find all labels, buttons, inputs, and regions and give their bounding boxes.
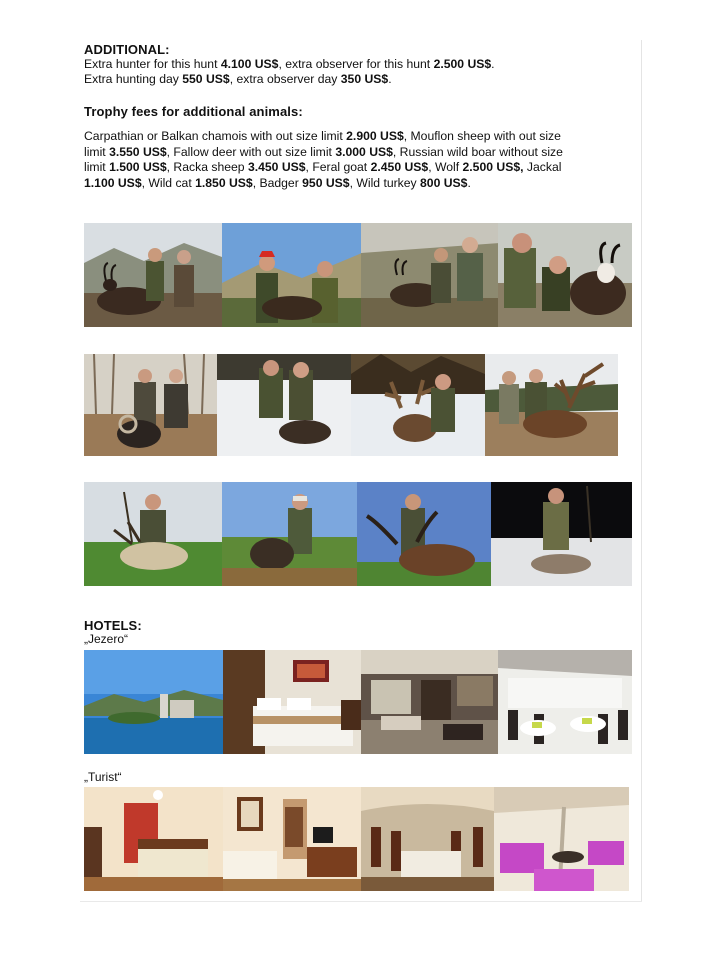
wild-boar-snow-photo [217,354,351,456]
additional-title: ADDITIONAL: [84,42,170,57]
chamois-hunters-photo-2 [222,223,361,327]
turist-bedroom-photo [84,787,223,891]
price-value: 3.450 US$ [247,160,306,174]
price-value: 2.450 US$ [370,160,429,174]
jezero-restaurant-photo [498,650,632,754]
text-span: , extra observer for this hunt [278,57,434,71]
text-span: limit [84,160,110,174]
trophy-line-1 [84,129,636,145]
text-span: limit [84,144,110,159]
feral-goat-photo [357,482,491,586]
additional-section [84,42,636,86]
price-value: 800 US$ [420,175,468,190]
price-value: 1.500 US$ [109,160,167,174]
text-span: , Badger [252,175,303,190]
price-value: 2.900 US$ [346,129,404,143]
trophy-line-3 [84,160,636,176]
page-edge-right [641,40,642,902]
chamois-photos [84,223,632,327]
price-value: 950 US$ [302,175,350,190]
jezero-lobby-photo [361,650,498,754]
turist-lounge-photo [494,787,629,891]
trophy-fees-title: Trophy fees for additional animals: [84,104,303,119]
wild-boar-field-photo [222,482,357,586]
chamois-hunters-photo-1 [84,223,222,327]
text-span: , extra observer day [229,71,341,86]
trophy-line-4 [84,176,636,192]
red-deer-hunters-photo [485,354,618,456]
turist-dining-photo [361,787,494,891]
mouflon-wildboar-deer-photos [84,354,632,456]
racka-sheep-photo [84,482,222,586]
text-span: , Wild turkey [349,175,421,190]
jezero-hotel-photos [84,650,632,754]
jezero-exterior-photo [84,650,223,754]
turist-room-photo [223,787,361,891]
text-span: , Russian wild boar without size [392,144,563,159]
additional-line-1 [84,57,636,72]
text-span: . [467,175,471,190]
chamois-hunters-photo-4 [498,223,632,327]
fallow-deer-snow-photo [351,354,485,456]
chamois-hunters-photo-3 [361,223,499,327]
text-span: , Fallow deer with out size limit [166,144,336,159]
text-span: . [491,57,495,71]
price-value: 2.500 US$, [462,160,524,174]
additional-line-2 [84,72,636,87]
hotels-title: HOTELS: [84,618,142,633]
text-span: Extra hunting day [84,71,183,86]
hotel-name-turist: „Turist“ [84,770,122,784]
text-span: , Feral goat [305,160,371,174]
jezero-bedroom-photo [223,650,361,754]
price-value: 2.500 US$ [433,57,492,71]
sheep-goat-wolf-photos [84,482,632,586]
trophy-line-2 [84,145,636,161]
price-value: 550 US$ [182,71,230,86]
price-value: 1.850 US$ [195,175,253,190]
text-span: Carpathian or Balkan chamois with out size limit [84,129,347,143]
price-value: 4.100 US$ [220,57,279,71]
text-span: Extra hunter for this hunt [84,57,221,71]
page-edge-bottom [80,901,642,902]
price-value: 3.550 US$ [109,144,167,159]
hotel-name-jezero: „Jezero“ [84,632,129,646]
text-span: , Racka sheep [166,160,248,174]
text-span: , Wild cat [141,175,196,190]
price-value: 3.000 US$ [335,144,393,159]
wolf-night-photo [491,482,632,586]
trophy-fees-section [84,104,636,191]
text-span: , Mouflon sheep with out size [403,129,561,143]
price-value: 1.100 US$ [84,175,142,190]
text-span: Jackal [523,160,562,174]
turist-hotel-photos [84,787,632,891]
text-span: . [388,71,392,86]
mouflon-hunters-photo [84,354,217,456]
text-span: , Wolf [428,160,463,174]
price-value: 350 US$ [340,71,389,86]
